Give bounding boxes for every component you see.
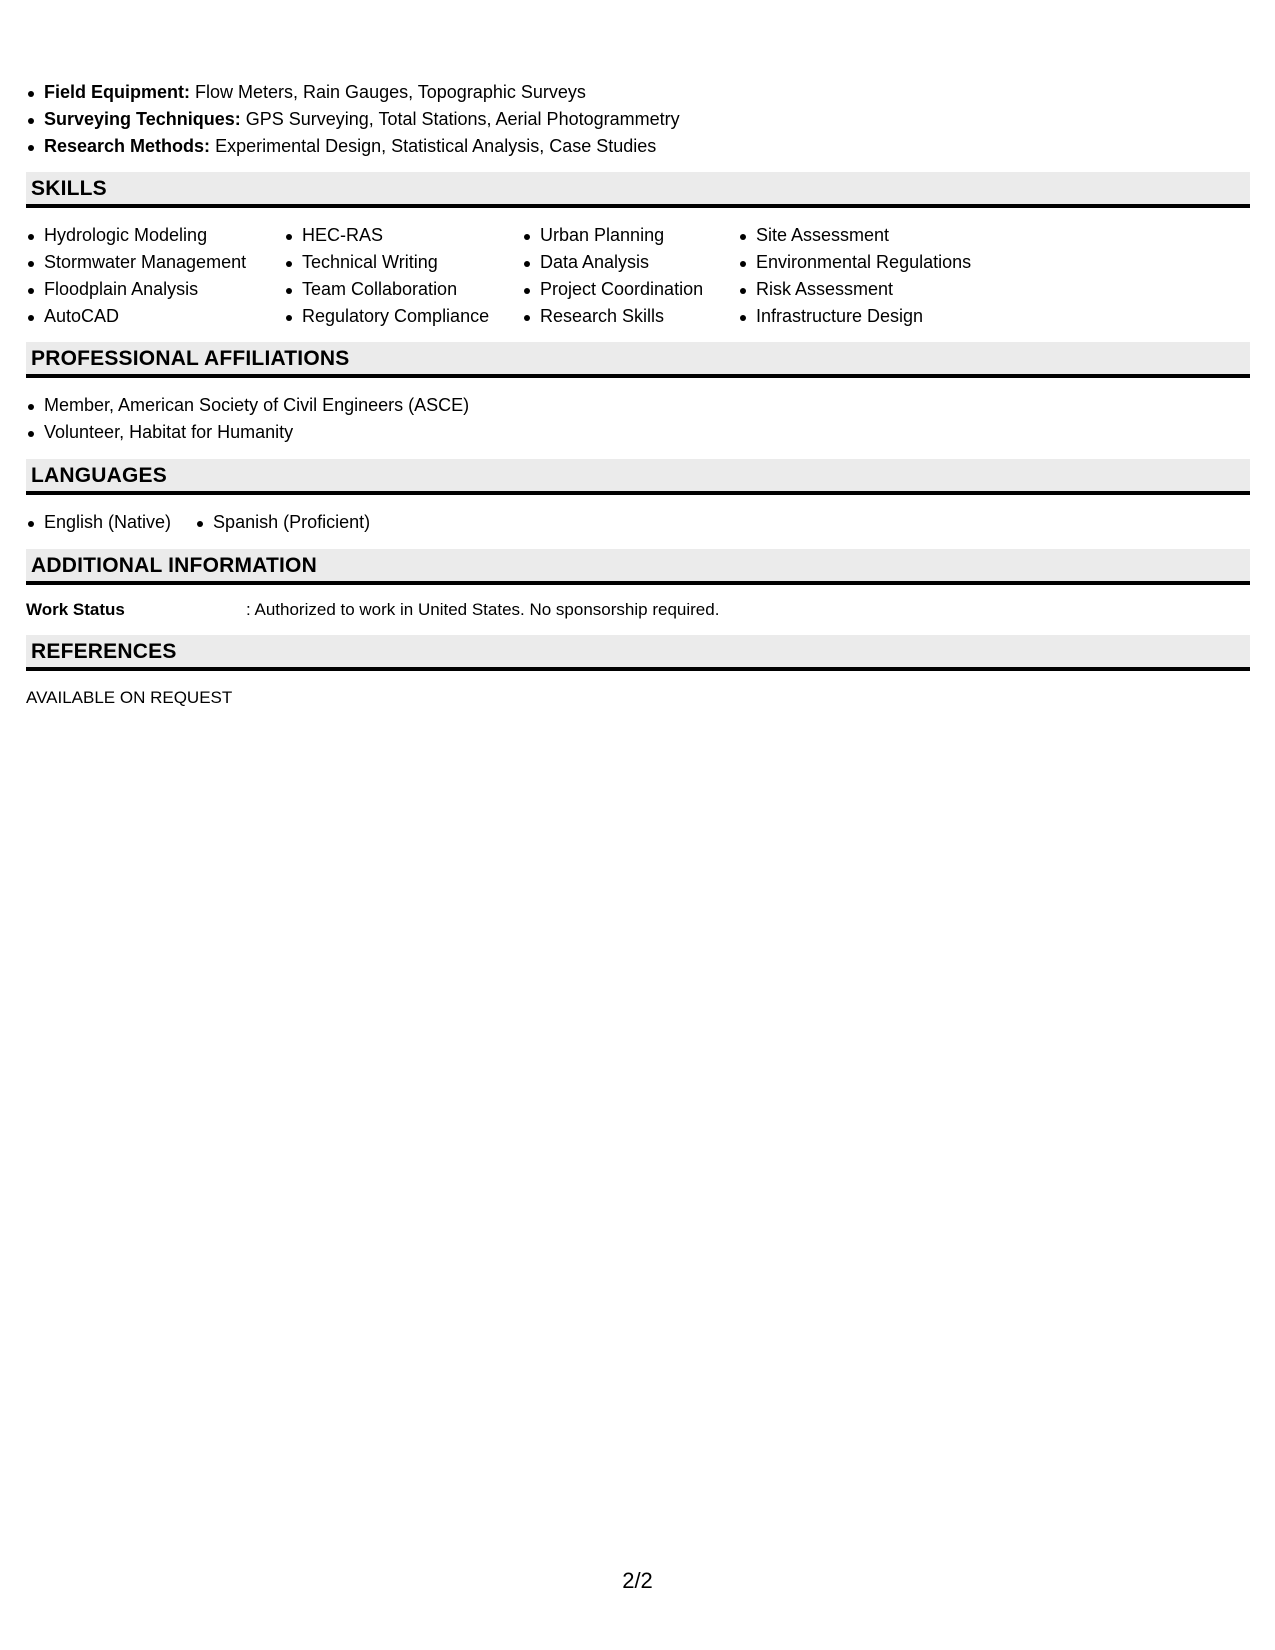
additional-info-section-header	[26, 549, 1250, 585]
technical-label: Surveying Techniques:	[44, 109, 241, 129]
page-number: 2/2	[622, 1568, 653, 1593]
references-text: AVAILABLE ON REQUEST	[26, 688, 233, 707]
references-section-title: REFERENCES	[31, 640, 177, 663]
skill-item: Floodplain Analysis	[26, 276, 284, 303]
technical-skills-list	[26, 79, 680, 160]
skills-column	[522, 222, 738, 330]
skills-column	[26, 222, 284, 330]
additional-info-section-title: ADDITIONAL INFORMATION	[31, 554, 317, 577]
technical-item	[26, 133, 680, 160]
skill-item: Stormwater Management	[26, 249, 284, 276]
languages-section-title: LANGUAGES	[31, 464, 167, 487]
language-item: English (Native)	[26, 509, 171, 536]
skills-section-title: SKILLS	[31, 177, 107, 200]
skill-item: Data Analysis	[522, 249, 738, 276]
technical-value: Experimental Design, Statistical Analysis, Case Studies	[215, 136, 657, 156]
technical-label: Research Methods:	[44, 136, 211, 156]
work-status-label: Work Status	[26, 600, 125, 619]
skill-item: Technical Writing	[284, 249, 522, 276]
skill-item: Infrastructure Design	[738, 303, 998, 330]
work-status-value: : Authorized to work in United States. No sponsorship required.	[246, 600, 720, 619]
technical-item	[26, 106, 680, 133]
skill-item: Site Assessment	[738, 222, 998, 249]
affiliation-item: Volunteer, Habitat for Humanity	[26, 419, 469, 446]
skill-item: Research Skills	[522, 303, 738, 330]
affiliation-item: Member, American Society of Civil Engineers (ASCE)	[26, 392, 469, 419]
references-section-header	[26, 635, 1250, 671]
work-status-row	[26, 598, 719, 622]
skill-item: AutoCAD	[26, 303, 284, 330]
languages-list	[26, 509, 394, 536]
affiliations-section-title: PROFESSIONAL AFFILIATIONS	[31, 347, 350, 370]
skill-item: Environmental Regulations	[738, 249, 998, 276]
skill-item: Project Coordination	[522, 276, 738, 303]
skills-section-header	[26, 172, 1250, 208]
languages-section-header	[26, 459, 1250, 495]
technical-value: GPS Surveying, Total Stations, Aerial Photogrammetry	[245, 109, 680, 129]
skill-item: Urban Planning	[522, 222, 738, 249]
skill-item: Hydrologic Modeling	[26, 222, 284, 249]
skill-item: HEC-RAS	[284, 222, 522, 249]
skills-column	[284, 222, 522, 330]
technical-item	[26, 79, 680, 106]
language-item: Spanish (Proficient)	[195, 509, 370, 536]
affiliations-section-header	[26, 342, 1250, 378]
technical-label: Field Equipment:	[44, 82, 190, 102]
technical-value: Flow Meters, Rain Gauges, Topographic Surveys	[195, 82, 586, 102]
skill-item: Risk Assessment	[738, 276, 998, 303]
skill-item: Regulatory Compliance	[284, 303, 522, 330]
skill-item: Team Collaboration	[284, 276, 522, 303]
skills-column	[738, 222, 998, 330]
affiliations-list	[26, 392, 469, 446]
skills-grid	[26, 222, 998, 330]
